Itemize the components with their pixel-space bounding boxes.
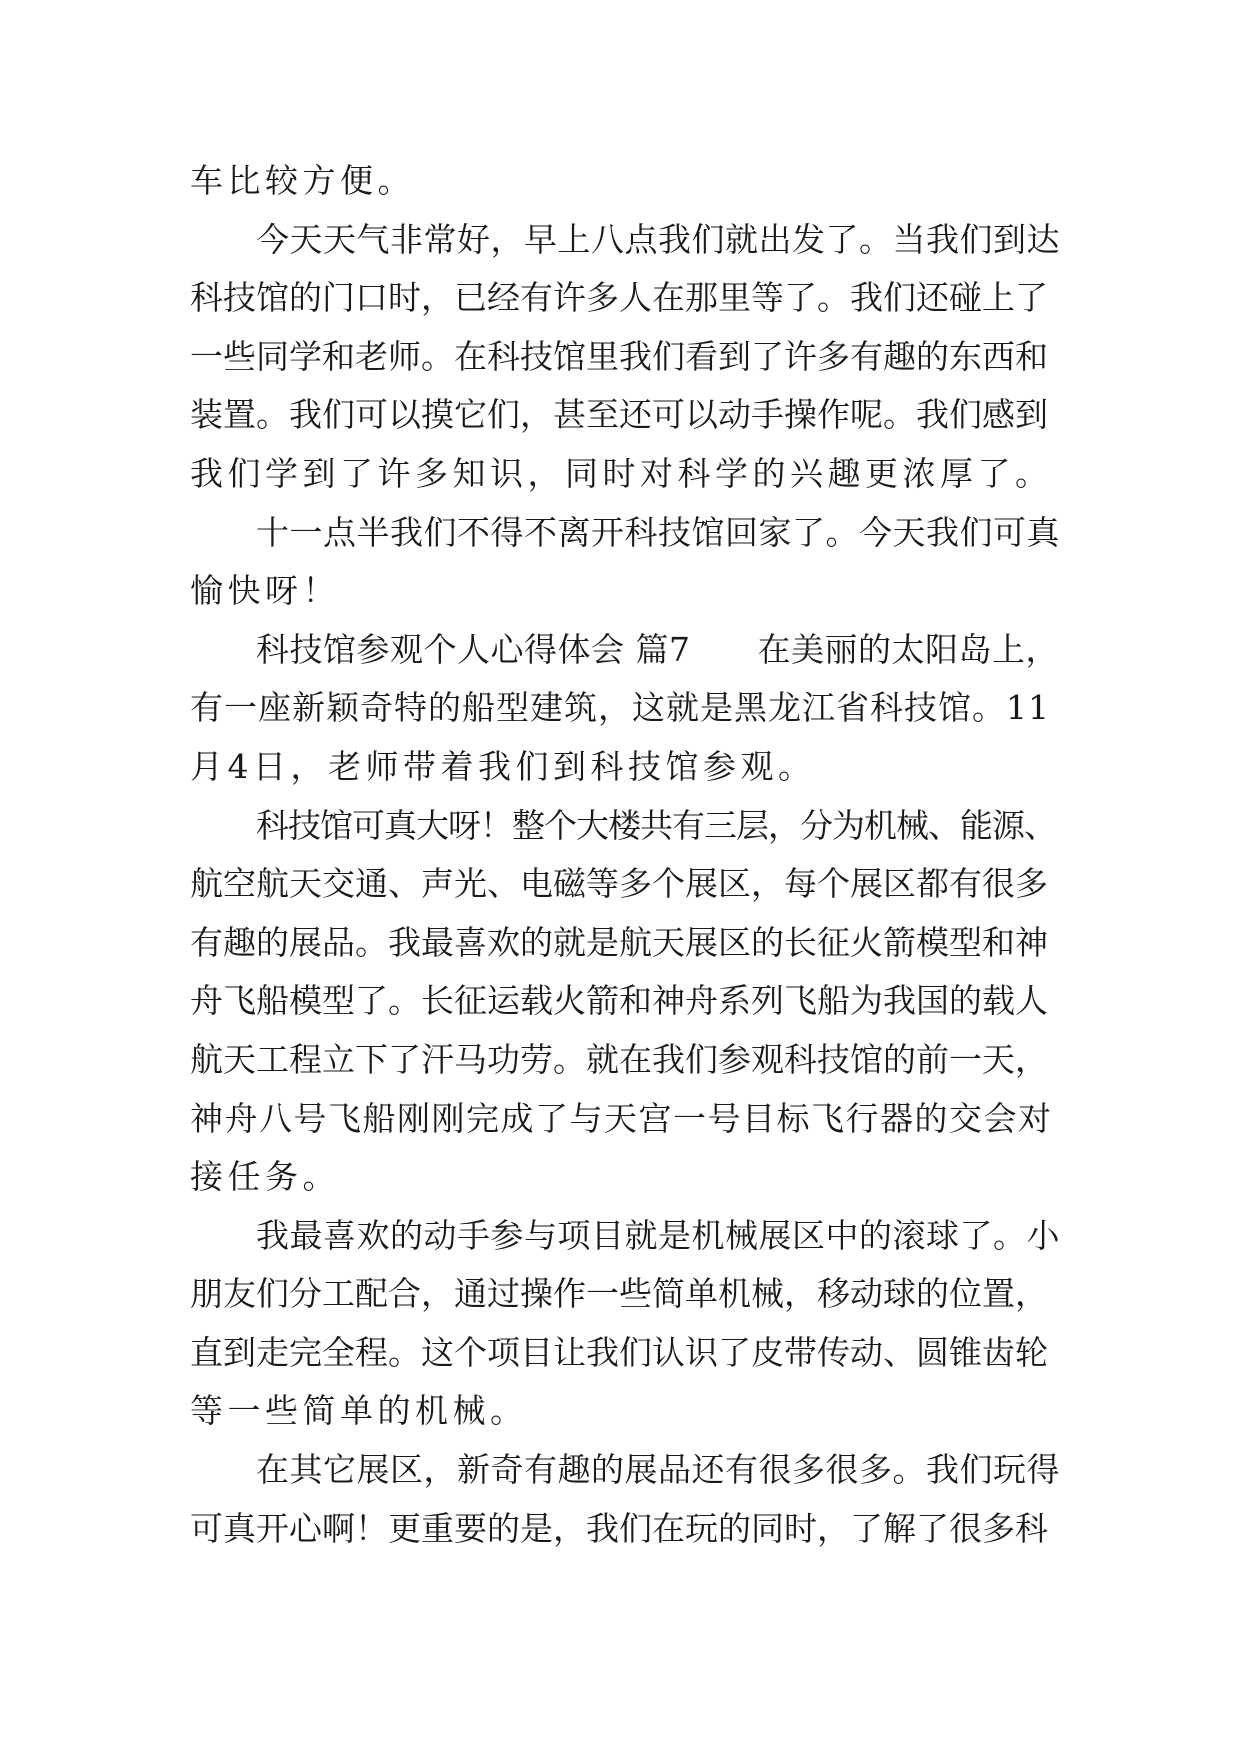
text-line: 朋友们分工配合，通过操作一些简单机械，移动球的位置， [190,1274,1048,1314]
text-line: 航天工程立下了汗马功劳。就在我们参观科技馆的前一天， [190,1039,1048,1079]
text-line: 一些同学和老师。在科技馆里我们看到了许多有趣的东西和 [190,336,1048,376]
text-line: 愉快呀！ [190,571,340,611]
text-line: 在其它展区，新奇有趣的展品还有很多很多。我们玩得 [256,1450,1060,1490]
text-line: 月4日，老师带着我们到科技馆参观。 [190,746,816,786]
text-line: 科技馆可真大呀！整个大楼共有三层，分为机械、能源、 [256,805,1056,845]
text-line: 神舟八号飞船刚刚完成了与天宫一号目标飞行器的交会对 [190,1098,1053,1138]
text-line: 科技馆参观个人心得体会 篇7 在美丽的太阳岛上， [256,629,1059,669]
text-line: 接任务。 [190,1157,340,1197]
text-line: 可真开心啊！更重要的是，我们在玩的同时，了解了很多科 [190,1508,1048,1548]
text-line: 我们学到了许多知识，同时对科学的兴趣更浓厚了。 [190,453,1053,493]
text-line: 科技馆的门口时，已经有许多人在那里等了。我们还碰上了 [190,278,1048,318]
text-line: 直到走完全程。这个项目让我们认识了皮带传动、圆锥齿轮 [190,1332,1048,1372]
text-line: 等一些简单的机械。 [190,1391,528,1431]
text-line: 舟飞船模型了。长征运载火箭和神舟系列飞船为我国的载人 [190,981,1048,1021]
text-line: 装置。我们可以摸它们，甚至还可以动手操作呢。我们感到 [190,395,1048,435]
text-line: 今天天气非常好，早上八点我们就出发了。当我们到达 [256,219,1060,259]
text-line: 我最喜欢的动手参与项目就是机械展区中的滚球了。小 [256,1215,1060,1255]
text-line: 车比较方便。 [190,161,415,200]
text-line: 十一点半我们不得不离开科技馆回家了。今天我们可真 [256,512,1060,552]
text-line: 航空航天交通、声光、电磁等多个展区，每个展区都有很多 [190,864,1048,904]
text-line: 有一座新颖奇特的船型建筑，这就是黑龙江省科技馆。11 [190,688,1050,728]
text-line: 有趣的展品。我最喜欢的就是航天展区的长征火箭模型和神 [190,922,1048,962]
document-body [190,152,1060,1558]
